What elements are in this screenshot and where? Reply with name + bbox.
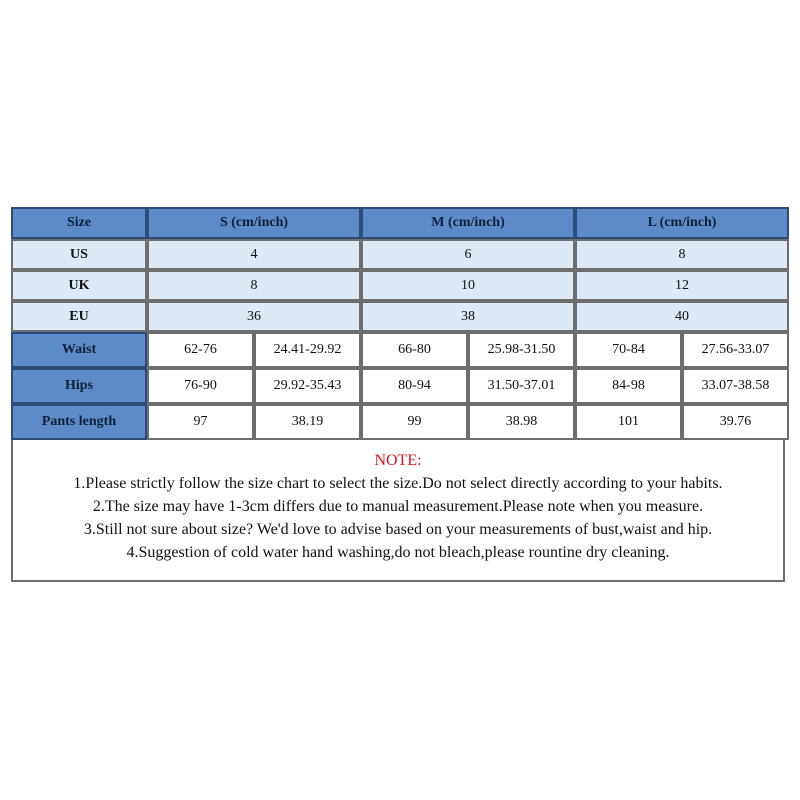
cell: 31.50-37.01	[468, 368, 575, 404]
note-line-3: 3.Still not sure about size? We'd love to advise based on your measurements of bust,waist and hip.	[83, 521, 713, 538]
cell: 24.41-29.92	[254, 332, 361, 368]
cell: 76-90	[147, 368, 254, 404]
row-us	[11, 239, 789, 270]
header-l: L (cm/inch)	[575, 207, 789, 239]
cell: 39.76	[682, 404, 789, 440]
cell: 4	[147, 239, 361, 270]
cell: 29.92-35.43	[254, 368, 361, 404]
label-uk: UK	[11, 270, 147, 301]
label-pants-length: Pants length	[11, 404, 147, 440]
cell: 8	[575, 239, 789, 270]
cell: 70-84	[575, 332, 682, 368]
cell: 6	[361, 239, 575, 270]
cell: 84-98	[575, 368, 682, 404]
cell: 101	[575, 404, 682, 440]
row-waist	[11, 332, 789, 368]
header-row	[11, 207, 789, 239]
note-line-1: 1.Please strictly follow the size chart to select the size.Do not select directly according to your habits.	[73, 475, 723, 492]
label-eu: EU	[11, 301, 147, 332]
header-m: M (cm/inch)	[361, 207, 575, 239]
cell: 36	[147, 301, 361, 332]
label-us: US	[11, 239, 147, 270]
cell: 80-94	[361, 368, 468, 404]
label-waist: Waist	[11, 332, 147, 368]
cell: 66-80	[361, 332, 468, 368]
header-s: S (cm/inch)	[147, 207, 361, 239]
note-box	[11, 440, 785, 582]
cell: 10	[361, 270, 575, 301]
cell: 38.19	[254, 404, 361, 440]
cell: 99	[361, 404, 468, 440]
size-chart	[11, 207, 789, 582]
label-hips: Hips	[11, 368, 147, 404]
cell: 8	[147, 270, 361, 301]
cell: 27.56-33.07	[682, 332, 789, 368]
cell: 62-76	[147, 332, 254, 368]
cell: 38.98	[468, 404, 575, 440]
size-table	[11, 207, 789, 440]
header-size: Size	[11, 207, 147, 239]
note-line-2: 2.The size may have 1-3cm differs due to manual measurement.Please note when you measure.	[92, 498, 704, 515]
row-hips	[11, 368, 789, 404]
cell: 40	[575, 301, 789, 332]
note-line-4: 4.Suggestion of cold water hand washing,do not bleach,please rountine dry cleaning.	[126, 544, 670, 561]
cell: 97	[147, 404, 254, 440]
row-uk	[11, 270, 789, 301]
row-pants-length	[11, 404, 789, 440]
cell: 33.07-38.58	[682, 368, 789, 404]
cell: 12	[575, 270, 789, 301]
note-title: NOTE:	[374, 452, 422, 469]
row-eu	[11, 301, 789, 332]
cell: 38	[361, 301, 575, 332]
cell: 25.98-31.50	[468, 332, 575, 368]
